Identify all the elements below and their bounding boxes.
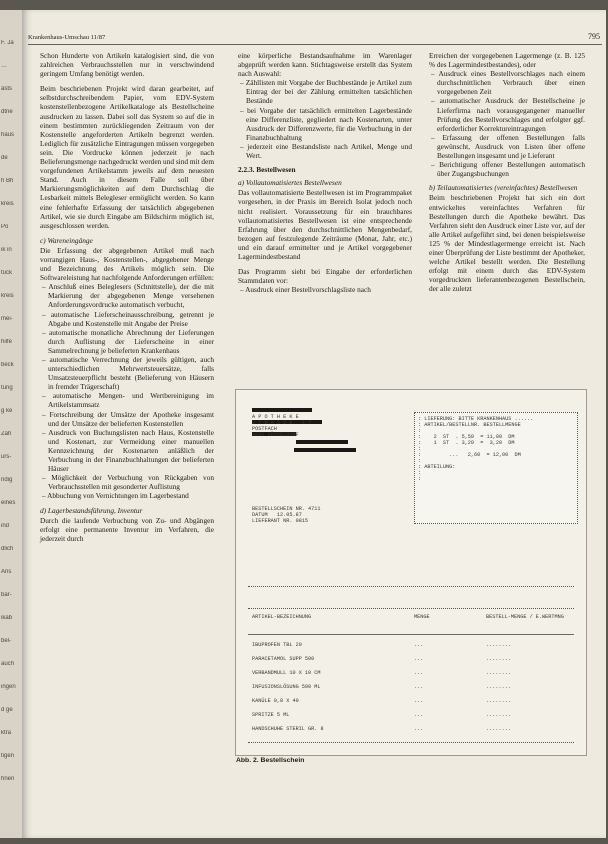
table-head-article: ARTIKEL-BEZEICHNUNG <box>252 614 312 620</box>
form-text-line: : ABTEILUNG: <box>418 464 456 470</box>
list-item: – automatischer Ausdruck der Bestellscheine je Lieferfirma nach vorausgegangener manueller Prüfung des Bestellvorschlages und erfolgter ggf. erforderlicher Korrektureintragungen <box>429 96 585 132</box>
edge-text-fragment: de <box>1 155 8 161</box>
delivery-ticket-text <box>418 416 533 482</box>
subsection-heading: b) Teilautomatisiertes (vereinfachtes) Bestellwesen <box>429 183 578 193</box>
edge-text-fragment: h Bh <box>1 178 14 184</box>
form-text-line: DATUM 12.05.87 <box>252 512 302 518</box>
table-cell: PARACETAMOL SUPP 500 <box>252 656 315 662</box>
edge-text-fragment: mei- <box>1 316 13 322</box>
form-text-line: : ... 2,60 = 12,00 DM <box>418 452 521 458</box>
edge-text-fragment: Ans <box>1 569 12 575</box>
list-item: – automatische monatliche Abrechnung der Lieferungen durch Auflistung der Lieferscheine in einer Sammelrechnung je belieferten Krankenhaus <box>40 328 214 355</box>
list-item: – automatische Mengen- und Wertbereinigung im Artikelstammsatz <box>40 391 214 409</box>
paragraph: Durch die laufende Verbuchung von Zu- und Abgängen erfolgt eine permanente Inventur im Verfahren, die jederzeit durch <box>40 515 214 543</box>
form-text-line: BESTELLSCHEIN NR. 4711 <box>252 506 321 512</box>
running-head: Krankenhaus-Umschau 11/87 <box>28 34 106 41</box>
table-cell: ... <box>414 726 424 732</box>
form-text-line: A P O T H E K E <box>252 414 299 420</box>
table-cell: ... <box>414 684 424 690</box>
paragraph: Das Programm sieht bei Eingabe der erforderlichen Stammdaten vor: <box>238 267 412 286</box>
list-item: – Ausdruck eines Bestellvorschlages nach einem durchschnittlichen Verbrauch über einen vorgegebenen Zeit <box>429 69 585 96</box>
document-page <box>22 10 606 838</box>
list-item: – Anschluß eines Beleglesers (Schnittstelle), der die mit Markierung der abgegebenen Menge versehenen Anforderungsvordrucke automatisch verbucht, <box>40 282 214 309</box>
edge-text-fragment: d ge <box>1 707 13 713</box>
edge-text-fragment: ingen <box>1 684 16 690</box>
redaction-bar <box>294 448 356 452</box>
table-cell: IBUPROFEN TBL 20 <box>252 642 302 648</box>
table-cell: ... <box>414 698 424 704</box>
list-item: – bei Vorgabe der tatsächlich ermittelten Lagerbestände eine Differenzliste, gegliedert nach Kostenarten, unter Ausdruck der Differenzwerte, für die Verbuchung in der Finanzbuchhaltung <box>238 106 412 142</box>
table-cell: VERBANDMULL 10 X 10 CM <box>252 670 321 676</box>
requirements-list <box>40 282 214 500</box>
table-cell: INFUSIONSLÖSUNG 500 ML <box>252 684 321 690</box>
table-cell: ... <box>414 670 424 676</box>
table-cell: HANDSCHUHE STERIL GR. 8 <box>252 726 324 732</box>
list-item: – Fortschreibung der Umsätze der Apotheke insgesamt und der Umsätze der belieferten Kostenstellen <box>40 410 214 428</box>
paragraph: Schon Hunderte von Artikeln katalogisiert sind, die von zahlreichen Verbrauchsstellen nur in verschwindend geringem Umfang benötigt werden. <box>40 51 214 79</box>
form-text-line: : 1 ST . 3,20 = 3,20 DM <box>418 440 515 446</box>
form-text-line: : LIEFERUNG: BITTE KRANKENHAUS ...... <box>418 416 534 422</box>
edge-text-fragment: bel- <box>1 638 12 644</box>
redaction-bar <box>252 408 312 412</box>
edge-text-fragment: tigen <box>1 753 15 759</box>
list-item: – Ausdruck von Buchungslisten nach Haus, Kostenstelle und Kostenart, zur Vermeidung einer manuellen Kennzeichnung der Kostenarten anläßlich der Verbuchung in der Finanzbuchhaltungen der belieferten Häuser <box>40 428 214 473</box>
table-cell: ........ <box>486 712 511 718</box>
edge-text-fragment: … <box>1 63 7 69</box>
form-text-line: POSTFACH <box>252 426 277 432</box>
table-cell: ........ <box>486 642 511 648</box>
table-cell: ... <box>414 712 424 718</box>
edge-text-fragment: haus <box>1 132 15 138</box>
edge-text-fragment: ktra <box>1 730 12 736</box>
text-column-3 <box>429 51 585 299</box>
list-item: – Zähllisten mit Vorgabe der Buchbestände je Artikel zum Eintrag der bei der Zählung ermittelten tatsächlichen Bestände <box>238 78 412 105</box>
edge-text-fragment: F. Ja <box>1 40 14 46</box>
list-item: – Erfassung der offenen Bestellungen falls gewünscht, Ausdruck von Listen über offene Bestellungen insgesamt und je Lieferant <box>429 133 585 160</box>
table-cell: ........ <box>486 726 511 732</box>
separator <box>248 742 574 743</box>
paragraph: Beim beschriebenen Projekt wird daran gearbeitet, auf selbstdurchschreibendem Papier, vom EDV-System kostenstellenbezogene Artikelkataloge als Bestellscheine ausdrucken zu lassen. Dabei soll das System so auf die in einem bestimmten zurückliegenden Zeitraum von der Kostenstelle angeforderten Artikeln begrenzt werden. Lediglich für zusätzliche Eintragungen müssen vorgegeben sein. Die Vordrucke können jederzeit je nach Belieferungsmenge nachgedruckt werden und sind mit dem vorgefundenen Artikelstamm jeweils auf dem neuesten Stand. Auch in diesem Falle soll über Markierungsmöglichkeiten auf dem Durchschlag die Lesbarkeit mittels Belegleser ermöglicht werden. So kann eine fehlerhafte Erfassung der tatsächlich abgegebenen Artikel, wie sie durch Eingabe am Bildschirm möglich ist, ausgeschlossen werden. <box>40 84 214 230</box>
paragraph: Erreichen der vorgegebenen Lagermenge (z. B. 125 % des Lagermindestbestandes), oder <box>429 51 585 70</box>
table-cell: ........ <box>486 698 511 704</box>
edge-text-fragment: tung <box>1 385 13 391</box>
list-item: – jederzeit eine Bestandsliste nach Artikel, Menge und Wert. <box>238 142 412 160</box>
form-text-line: S T R A S S E 1 7 <box>252 420 312 426</box>
adjacent-page-edge <box>0 10 22 838</box>
form-text-line: : <box>418 458 422 464</box>
form-text-line: LIEFERANT NR. 0815 <box>252 518 309 524</box>
edge-text-fragment: urs- <box>1 454 12 460</box>
list-item: – Abbuchung von Vernichtungen im Lagerbestand <box>40 491 214 500</box>
edge-text-fragment: ind <box>1 523 10 529</box>
edge-text-fragment: hilfe <box>1 339 13 345</box>
text-column-2 <box>238 51 412 299</box>
table-cell: ... <box>414 656 424 662</box>
redaction-bar <box>296 440 348 444</box>
page-number: 795 <box>588 32 600 41</box>
edge-text-fragment: ndig <box>1 477 13 483</box>
edge-text-fragment: ikab <box>1 615 13 621</box>
table-cell: ........ <box>486 670 511 676</box>
edge-text-fragment: g ke <box>1 408 13 414</box>
paragraph: Beim beschriebenen Projekt hat sich ein dort entwickeltes vereinfachtes Verfahren für Bestellungen durch die Apotheke bewährt. Das Verfahren sieht den Ausdruck einer Liste vor, auf der alle Artikel aufgeführt sind, bei denen beispielsweise 125 % der Mindestlagermenge erreicht ist. Nach einer Überprüfung der Liste bestimmt der Apotheker, welche Artikel bestellt werden. Die Bestellung erfolgt mit einem durch das EDV-System vorgedruckten lieferantenbezogenen Bestellschein, der alle zuletzt <box>429 193 585 294</box>
section-heading: 2.2.3. Bestellwesen <box>238 165 296 175</box>
edge-text-fragment: dtne <box>1 109 13 115</box>
list-item: – Berichtigung offener Bestellungen automatisch über Zugangsbuchungen <box>429 160 585 178</box>
section-heading: d) Lagerbestandsführung, Inventur <box>40 505 143 515</box>
edge-text-fragment: ik in <box>1 247 12 253</box>
text-column-1 <box>40 51 214 549</box>
order-form-figure <box>235 389 587 756</box>
edge-text-fragment: hnen <box>1 776 15 782</box>
order-list <box>429 69 585 178</box>
edge-text-fragment: kreis <box>1 293 14 299</box>
paragraph: Die Erfassung der abgegebenen Artikel muß nach vorrangigen Haus-, Kostenstellen-, abgegebener Menge und Bezeichnung des Artikels möglich sein. Die Softwareleistung hat nachfolgende Anforderungen erfüllen: <box>40 245 214 283</box>
edge-text-fragment: ästs <box>1 86 13 92</box>
paragraph: eine körperliche Bestandsaufnahme im Warenlager abgeprüft werden kann. Stichtagsweise erstellt das System nach Auswahl: <box>238 51 412 79</box>
table-cell: ... <box>414 642 424 648</box>
form-text-line: : <box>418 476 422 482</box>
page-header <box>28 34 602 45</box>
edge-text-fragment: Po <box>1 224 9 230</box>
edge-text-fragment: dlich <box>1 546 14 552</box>
form-text-line: : <box>418 428 422 434</box>
edge-text-fragment: bar- <box>1 592 12 598</box>
inventory-list <box>238 78 412 160</box>
edge-text-fragment: kreis <box>1 201 14 207</box>
paragraph: Das vollautomatisierte Bestellwesen ist im Programmpaket vorgesehen, in der Praxis im Bereich Isolat jedoch noch nicht realisiert. Voraussetzung für ein brauchbares vollautomatisiertes Bestellwesen ist eine entsprechende Erfahrung über den durchschnittlichen Mengenbedarf, bezogen auf festzulegende Zeiträume (Monat, Jahr, etc.) und ein darauf ermittelter und je Artikel vorgegebener Lagermindestbestand <box>238 188 412 261</box>
form-address-block <box>252 414 311 438</box>
list-item: – automatische Verrechnung der jeweils gültigen, auch unterschiedlichen Mehrwertsteuersätze, falls Umsatzsteuerpflicht besteht (Belieferung von Häusern in fremder Trägerschaft) <box>40 355 214 391</box>
form-text-line: : <box>418 470 422 476</box>
edge-text-fragment: tück <box>1 270 13 276</box>
table-rule <box>248 634 574 635</box>
table-cell: SPRITZE 5 ML <box>252 712 290 718</box>
edge-text-fragment: Zah <box>1 431 12 437</box>
edge-text-fragment: eines <box>1 500 16 506</box>
list-item: – automatische Lieferscheinausschreibung, getrennt je Abgabe und Kostenstelle mit Angabe der Preise <box>40 310 214 328</box>
separator <box>248 608 574 609</box>
form-text-line: : ARTIKEL/BESTELLNR. BESTELLMENGE <box>418 422 521 428</box>
separator <box>248 586 574 587</box>
table-head-quantity: MENGE <box>414 614 430 620</box>
table-head-order: BESTELL-MENGE / E.WERTMNG <box>486 614 564 620</box>
table-cell: ........ <box>486 656 511 662</box>
list-item: – Ausdruck einer Bestellvorschlagsliste nach <box>238 285 412 294</box>
form-text-line: 4000 DÜSSELDORF <box>252 432 299 438</box>
form-text-line: : <box>418 446 422 452</box>
section-heading: c) Wareneingänge <box>40 235 93 245</box>
table-cell: KANÜLE 0,8 X 40 <box>252 698 299 704</box>
edge-text-fragment: auch <box>1 661 15 667</box>
edge-text-fragment: beck <box>1 362 14 368</box>
program-list <box>238 285 412 294</box>
table-cell: ........ <box>486 684 511 690</box>
form-order-block <box>252 506 321 524</box>
figure-caption: Abb. 2. Bestellschein <box>236 757 305 764</box>
subsection-heading: a) Vollautomatisiertes Bestellwesen <box>238 178 342 188</box>
list-item: – Möglichkeit der Verbuchung von Rückgaben von Verbrauchsstellen mit gesonderter Auflistung <box>40 473 214 491</box>
form-text-line: : 2 ST . 5,50 = 11,00 DM <box>418 434 515 440</box>
